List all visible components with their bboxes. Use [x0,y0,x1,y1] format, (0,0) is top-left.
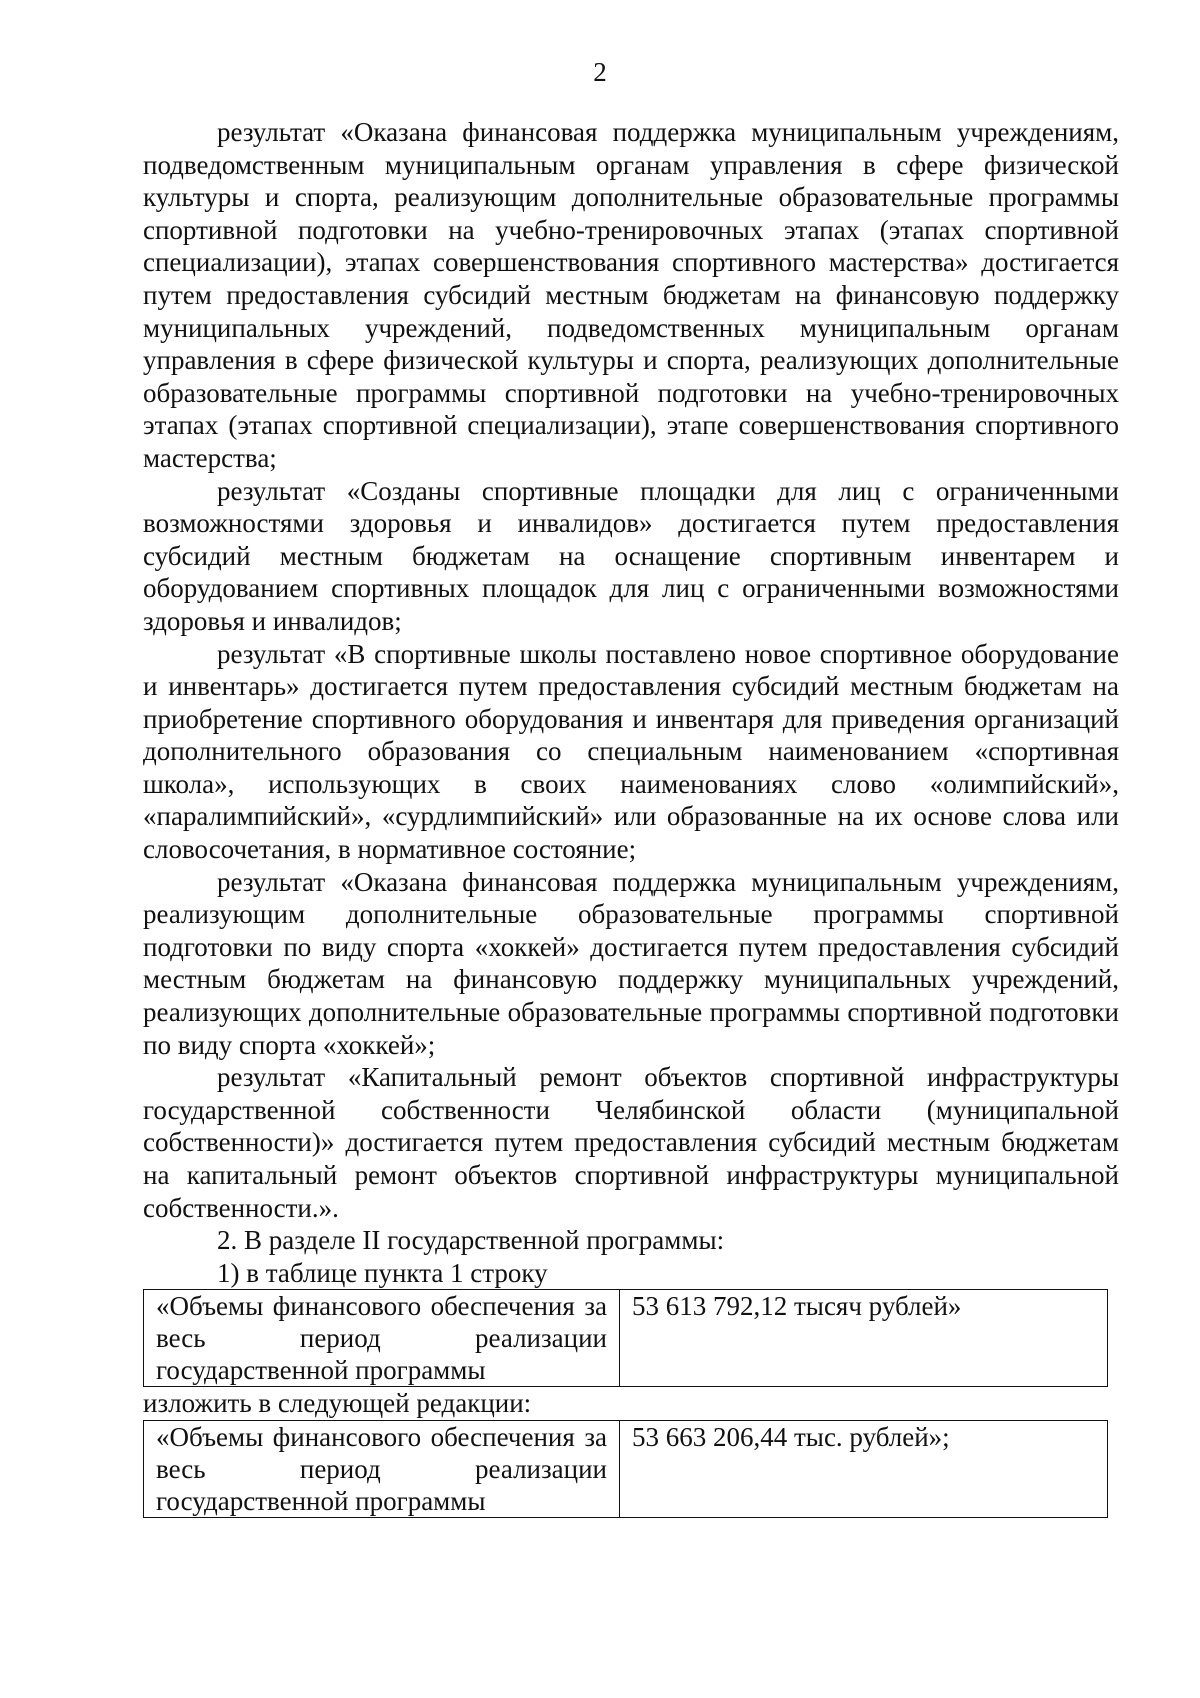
document-body [143,116,1119,1518]
paragraph-result-2: результат «Созданы спортивные площадки для лиц с ограниченными возможностями здоровья и инвалидов» достигается путем предоставления субсидий местным бюджетам на оснащение спортивным инвентарем и оборудованием спортивных площадок для лиц с ограниченными возможностями здоровья и инвалидов; [143,475,1119,636]
table-new-row [143,1420,1108,1518]
table-row [144,1420,1108,1517]
replace-text: изложить в следующей редакции: [143,1388,532,1419]
page-number: 2 [593,57,607,87]
table-old-row [143,1289,1108,1387]
item-heading: 1) в таблице пункта 1 строку [217,1257,548,1288]
table-new-value: 53 663 206,44 тыс. рублей»; [620,1420,1108,1517]
table-old-label: «Объемы финансового обеспечения за весь период реализации государственной программы [144,1290,620,1387]
section-heading: 2. В разделе II государственной программы: [217,1225,725,1256]
paragraph-result-4: результат «Оказана финансовая поддержка муниципальным учреждениям, реализующим дополнительные образовательные программы спортивной подготовки по виду спорта «хоккей» достигается путем предоставления субсидий местным бюджетам на финансовую поддержку муниципальных учреждений, реализующих дополнительные образовательные программы спортивной подготовки по виду спорта «хоккей»; [143,866,1119,1060]
table-row [144,1290,1108,1387]
table-new-label: «Объемы финансового обеспечения за весь период реализации государственной программы [144,1420,620,1517]
paragraph-result-3: результат «В спортивные школы поставлено новое спортивное оборудование и инвентарь» достигается путем предоставления субсидий местным бюджетам на приобретение спортивного оборудования и инвентаря для приведения организаций дополнительного образования со специальным наименованием «спортивная школа», использующих в своих наименованиях слово «олимпийский», «паралимпийский», «сурдлимпийский» или образованные на их основе слова или словосочетания, в нормативное состояние; [143,638,1119,865]
paragraph-result-1: результат «Оказана финансовая поддержка муниципальным учреждениям, подведомственным муниципальным органам управления в сфере физической культуры и спорта, реализующим дополнительные образовательные программы спортивной подготовки на учебно-тренировочных этапах (этапах спортивной специализации), этапах совершенствования спортивного мастерства» достигается путем предоставления субсидий местным бюджетам на финансовую поддержку муниципальных учреждений, подведомственных муниципальным органам управления в сфере физической культуры и спорта, реализующих дополнительные образовательные программы спортивной подготовки на учебно-тренировочных этапах (этапах спортивной специализации), этапе совершенствования спортивного мастерства; [143,117,1119,473]
paragraph-result-5: результат «Капитальный ремонт объектов спортивной инфраструктуры государственной собственности Челябинской области (муниципальной собственности)» достигается путем предоставления субсидий местным бюджетам на капитальный ремонт объектов спортивной инфраструктуры муниципальной собственности.». [143,1062,1119,1223]
table-old-value: 53 613 792,12 тысяч рублей» [620,1290,1108,1387]
